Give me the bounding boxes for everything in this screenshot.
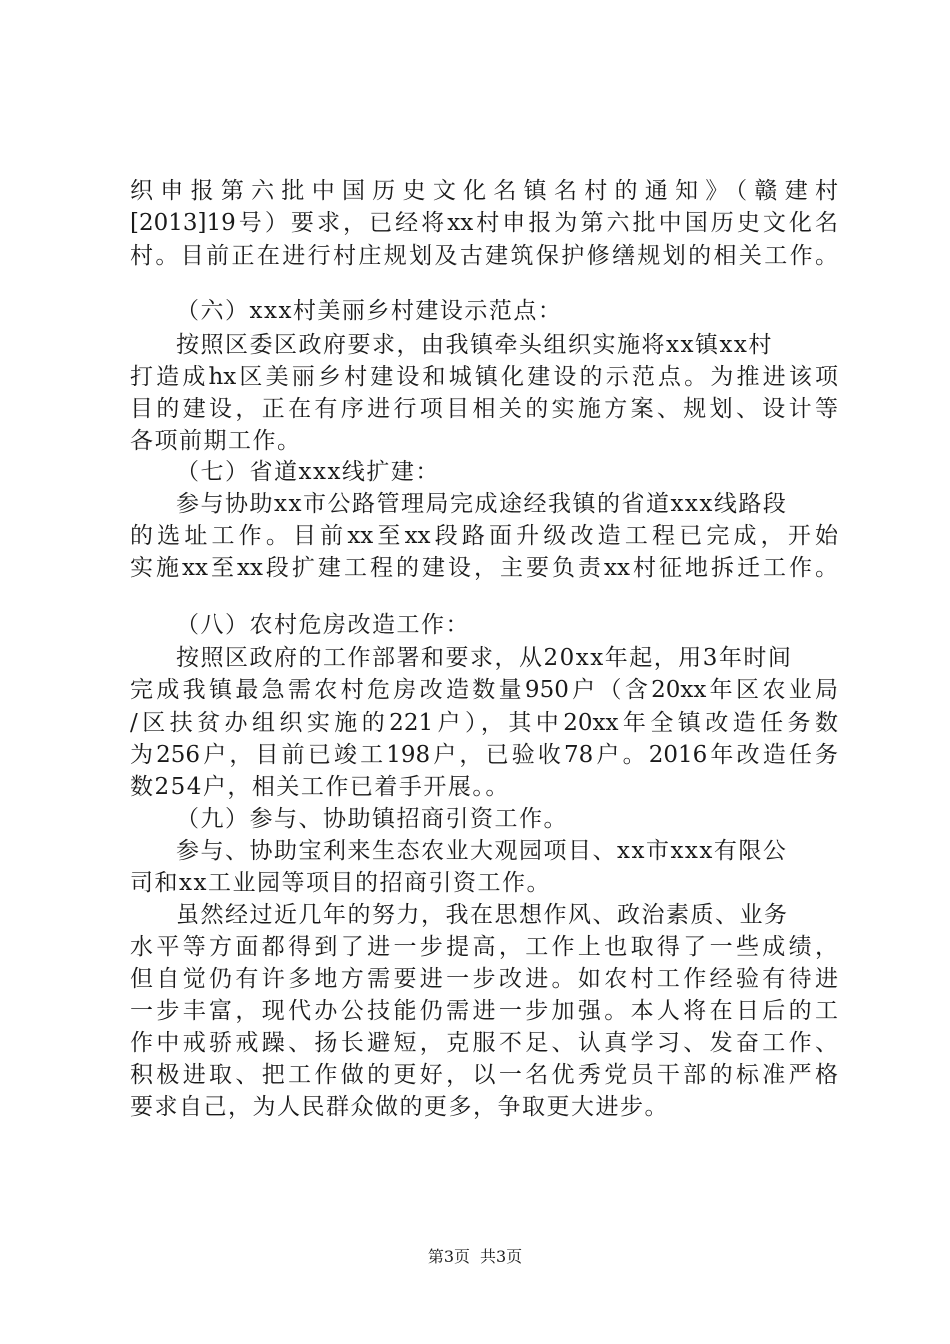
- page-number: 第3页: [427, 1247, 470, 1266]
- page-total: 共3页: [480, 1247, 523, 1266]
- body-line: 村。目前正在进行村庄规划及古建筑保护修缮规划的相关工作。: [130, 243, 838, 269]
- body-line: 积极进取、把工作做的更好，以一名优秀党员干部的标准严格: [130, 1062, 838, 1088]
- body-line: 一步丰富，现代办公技能仍需进一步加强。本人将在日后的工: [130, 998, 838, 1024]
- body-line: 作中戒骄戒躁、扬长避短，克服不足、认真学习、发奋工作、: [130, 1030, 838, 1056]
- body-line: 实施xx至xx段扩建工程的建设，主要负责xx村征地拆迁工作。: [130, 555, 838, 581]
- body-line: 参与、协助宝利来生态农业大观园项目、xx市xxx有限公: [176, 838, 788, 864]
- body-line: 但自觉仍有许多地方需要进一步改进。如农村工作经验有待进: [130, 966, 838, 992]
- body-line: [2013]19号）要求，已经将xx村申报为第六批中国历史文化名: [130, 210, 838, 236]
- body-line: 打造成hx区美丽乡村建设和城镇化建设的示范点。为推进该项: [130, 364, 838, 390]
- body-line: 参与协助xx市公路管理局完成途经我镇的省道xxx线路段: [176, 491, 788, 517]
- body-line: 司和xx工业园等项目的招商引资工作。: [130, 870, 551, 896]
- body-line: 要求自己，为人民群众做的更多，争取更大进步。: [130, 1094, 669, 1120]
- section-heading-9: （九）参与、协助镇招商引资工作。: [176, 806, 568, 832]
- page-footer: [0, 1244, 950, 1267]
- body-line: 目的建设，正在有序进行项目相关的实施方案、规划、设计等: [130, 396, 838, 422]
- body-line: 织申报第六批中国历史文化名镇名村的通知》（赣建村: [130, 178, 838, 204]
- body-line: 按照区委区政府要求，由我镇牵头组织实施将xx镇xx村: [176, 332, 773, 358]
- body-line: 按照区政府的工作部署和要求，从20xx年起，用3年时间: [176, 645, 793, 671]
- body-line: 完成我镇最急需农村危房改造数量950户（含20xx年区农业局: [130, 677, 838, 703]
- section-heading-7: （七）省道xxx线扩建：: [176, 459, 440, 485]
- body-line: 各项前期工作。: [130, 428, 302, 454]
- body-line: 为256户，目前已竣工198户，已验收78户。2016年改造任务: [130, 742, 838, 768]
- body-line: 数254户，相关工作已着手开展。。: [130, 774, 510, 800]
- body-line: 水平等方面都得到了进一步提高，工作上也取得了一些成绩，: [130, 934, 838, 960]
- section-heading-6: （六）xxx村美丽乡村建设示范点：: [176, 298, 563, 324]
- body-line: /区扶贫办组织实施的221户），其中20xx年全镇改造任务数: [130, 710, 838, 736]
- body-line: 虽然经过近几年的努力，我在思想作风、政治素质、业务: [176, 902, 789, 928]
- body-line: 的选址工作。目前xx至xx段路面升级改造工程已完成，开始: [130, 523, 838, 549]
- section-heading-8: （八）农村危房改造工作：: [176, 612, 470, 638]
